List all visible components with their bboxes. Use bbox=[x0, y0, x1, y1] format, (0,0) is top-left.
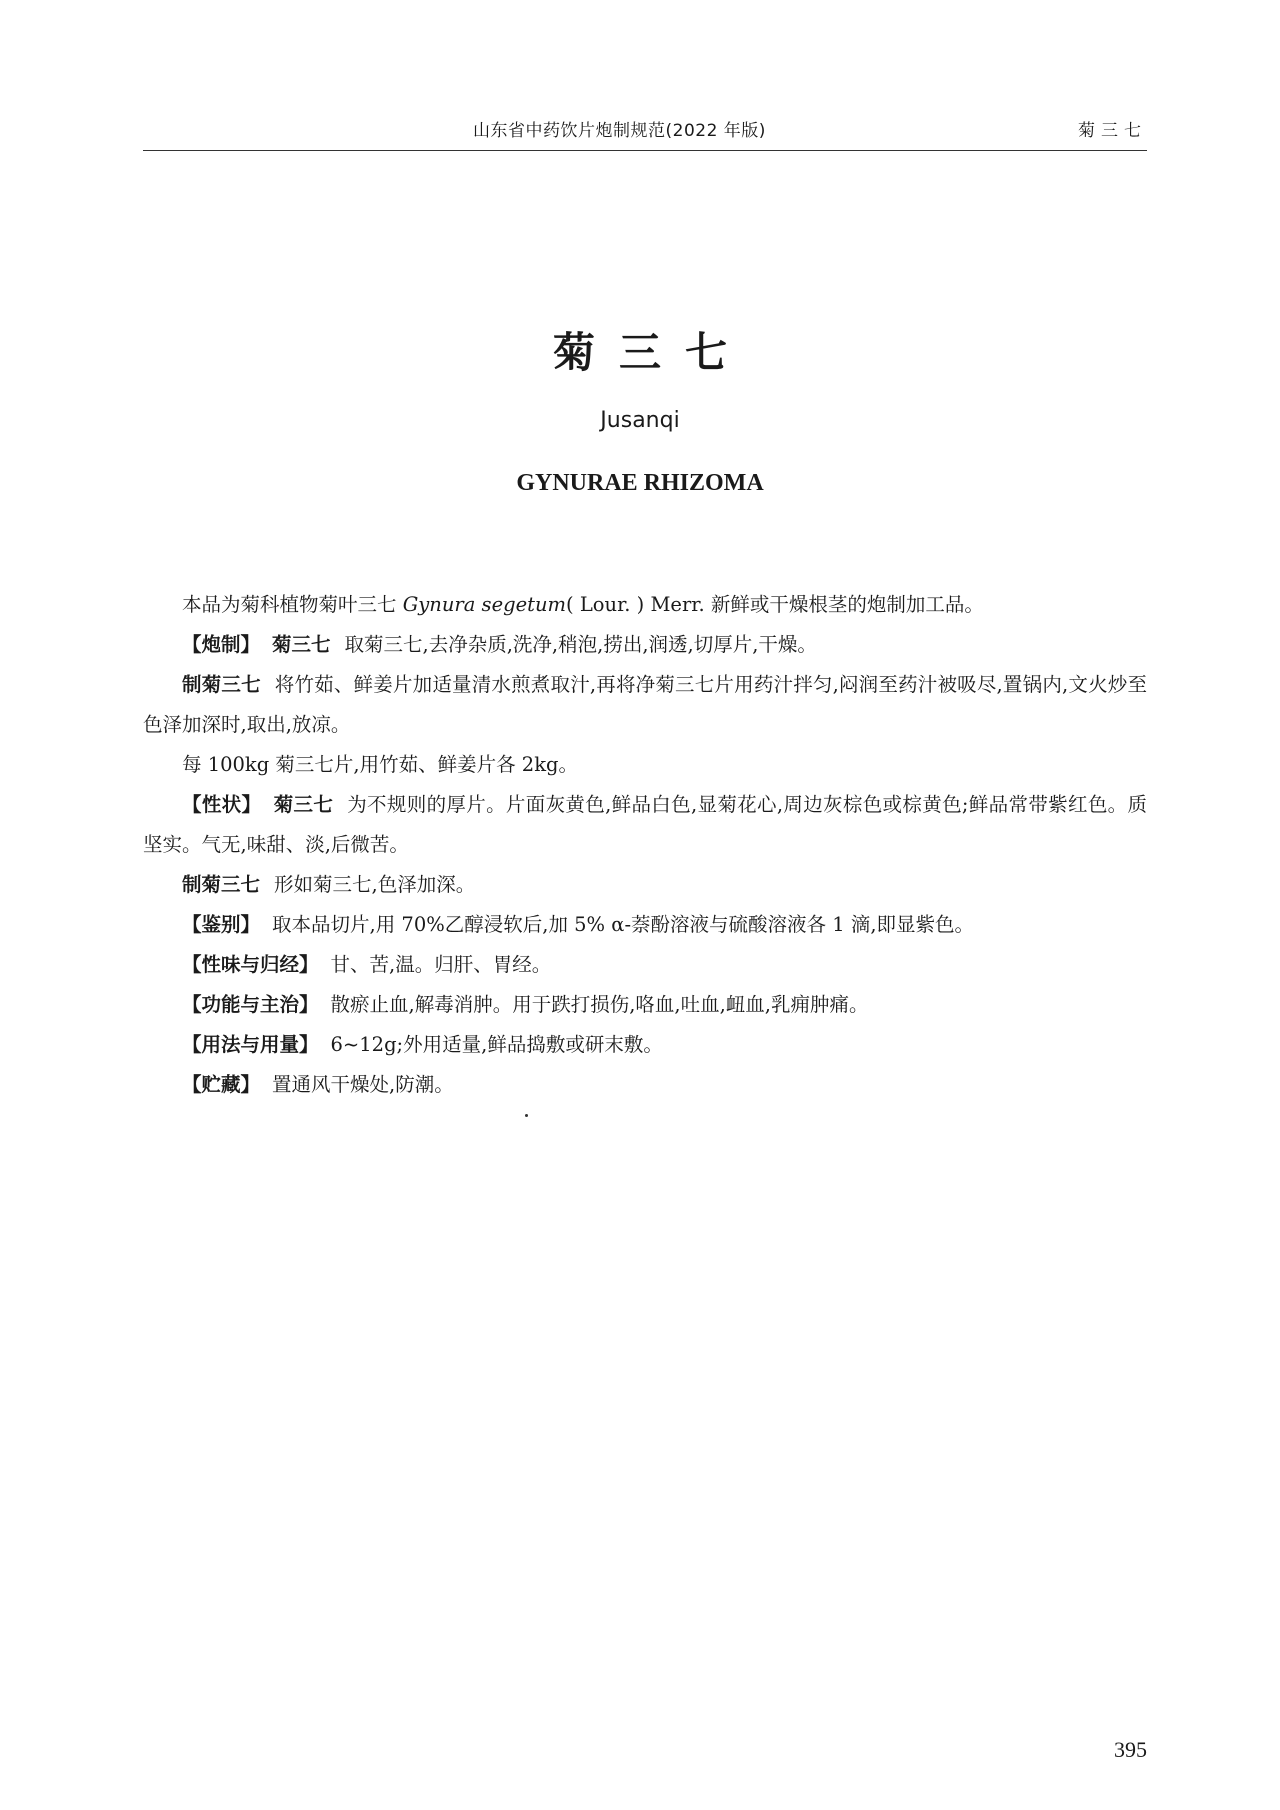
page-number: 395 bbox=[1114, 1737, 1147, 1762]
functions-paragraph bbox=[143, 985, 1147, 1025]
processing-item2-paragraph bbox=[143, 665, 1147, 745]
pinyin-title: Jusanqi bbox=[600, 408, 680, 433]
processing-item1-name: 菊三七 bbox=[272, 633, 331, 656]
storage-text: 置通风干燥处,防潮。 bbox=[272, 1073, 454, 1096]
identification-label: 【鉴别】 bbox=[182, 913, 261, 936]
processing-item1-text: 取菊三七,去净杂质,洗净,稍泡,捞出,润透,切厚片,干燥。 bbox=[344, 633, 817, 656]
dosage-note: 每 100kg 菊三七片,用竹茹、鲜姜片各 2kg。 bbox=[182, 753, 579, 776]
intro-text: 本品为菊科植物菊叶三七 bbox=[182, 593, 403, 616]
processing-label: 【炮制】 bbox=[182, 633, 261, 656]
characters-item1-text: 为不规则的厚片。片面灰黄色,鲜品白色,显菊花心,周边灰棕色或棕黄色;鲜品常带紫红色。质坚实。气无,味甜、淡,后微苦。 bbox=[143, 793, 1147, 856]
stray-dot bbox=[525, 1114, 528, 1117]
taste-meridian-paragraph bbox=[143, 945, 1147, 985]
characters-label: 【性状】 bbox=[182, 793, 262, 816]
usage-text: 6~12g;外用适量,鲜品捣敷或研末敷。 bbox=[330, 1033, 663, 1056]
characters-item2-paragraph bbox=[143, 865, 1147, 905]
usage-label: 【用法与用量】 bbox=[182, 1033, 319, 1056]
taste-meridian-text: 甘、苦,温。归肝、胃经。 bbox=[330, 953, 552, 976]
monograph-body bbox=[143, 585, 1147, 1105]
book-title: 山东省中药饮片炮制规范(2022 年版) bbox=[473, 121, 766, 141]
running-header bbox=[143, 116, 1147, 142]
species-name: Gynura segetum bbox=[402, 593, 567, 616]
identification-paragraph bbox=[143, 905, 1147, 945]
characters-item1-name: 菊三七 bbox=[273, 793, 334, 816]
characters-paragraph bbox=[143, 785, 1147, 865]
latin-title: GYNURAE RHIZOMA bbox=[516, 470, 764, 496]
functions-label: 【功能与主治】 bbox=[182, 993, 319, 1016]
intro-paragraph bbox=[143, 585, 1147, 625]
page-title: 菊三七 bbox=[552, 328, 751, 377]
processing-paragraph bbox=[143, 625, 1147, 665]
functions-text: 散瘀止血,解毒消肿。用于跌打损伤,咯血,吐血,衄血,乳痈肿痛。 bbox=[330, 993, 869, 1016]
storage-label: 【贮藏】 bbox=[182, 1073, 261, 1096]
characters-item2-name: 制菊三七 bbox=[182, 873, 261, 896]
storage-paragraph bbox=[143, 1065, 1147, 1105]
identification-text: 取本品切片,用 70%乙醇浸软后,加 5% α-萘酚溶液与硫酸溶液各 1 滴,即显紫色。 bbox=[272, 913, 975, 936]
header-rule bbox=[143, 150, 1147, 151]
intro-authority: ( Lour. ) Merr. 新鲜或干燥根茎的炮制加工品。 bbox=[566, 593, 984, 616]
usage-paragraph bbox=[143, 1025, 1147, 1065]
processing-item2-text: 将竹茹、鲜姜片加适量清水煎煮取汁,再将净菊三七片用药汁拌匀,闷润至药汁被吸尽,置锅内,文火炒至色泽加深时,取出,放凉。 bbox=[143, 673, 1147, 736]
section-name: 菊三七 bbox=[1078, 121, 1147, 141]
characters-item2-text: 形如菊三七,色泽加深。 bbox=[274, 873, 476, 896]
processing-item2-name: 制菊三七 bbox=[182, 673, 261, 696]
taste-meridian-label: 【性味与归经】 bbox=[182, 953, 319, 976]
